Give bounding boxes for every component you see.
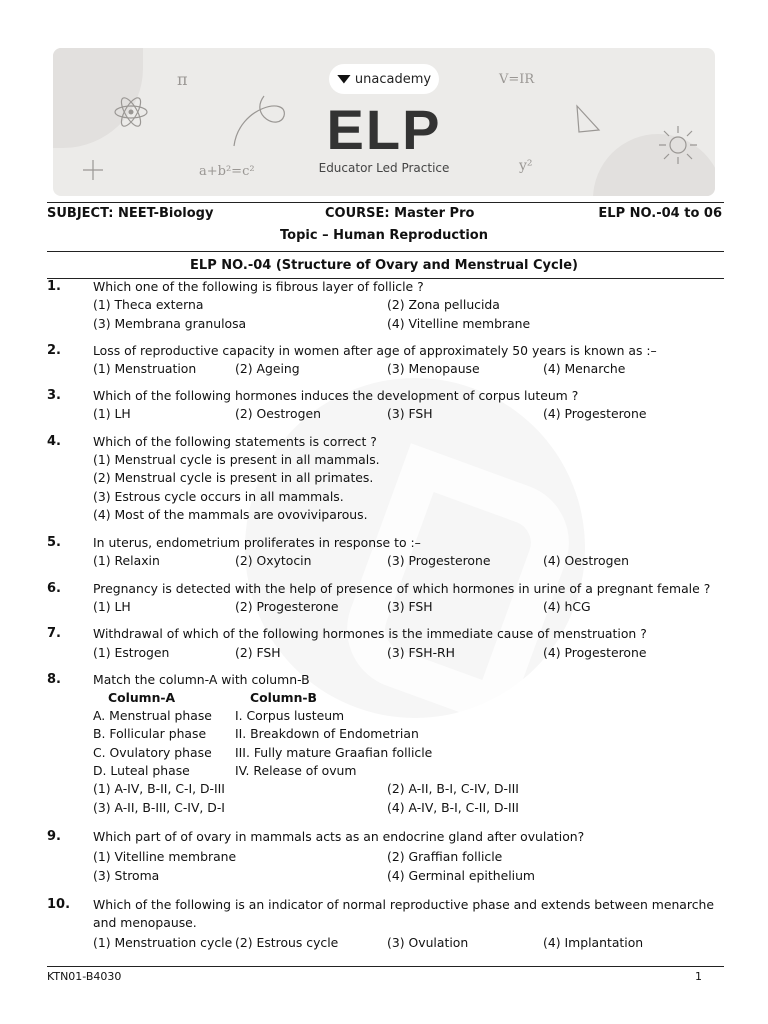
option: (3) A-II, B-III, C-IV, D-I xyxy=(93,800,225,815)
question-text: Which of the following is an indicator of normal reproductive phase and extends between menarche xyxy=(93,897,715,912)
question-text-continued: and menopause. xyxy=(93,915,197,930)
ohms-law-doodle: V=IR xyxy=(499,72,535,87)
column-a-item: D. Luteal phase xyxy=(93,763,190,778)
option: (1) Vitelline membrane xyxy=(93,849,237,864)
question-text: In uterus, endometrium proliferates in response to :– xyxy=(93,535,421,550)
question-number: 7. xyxy=(47,626,61,641)
question-text: Which of the following hormones induces the development of corpus luteum ? xyxy=(93,388,579,403)
option: (1) A-IV, B-II, C-I, D-III xyxy=(93,781,225,796)
column-a-item: B. Follicular phase xyxy=(93,726,207,741)
brand-name: unacademy xyxy=(354,71,432,87)
option: (1) Estrogen xyxy=(93,645,170,660)
column-b-item: IV. Release of ovum xyxy=(235,763,357,778)
brand-pill xyxy=(329,64,439,94)
question-number: 4. xyxy=(47,434,61,449)
question-text: Which part of of ovary in mammals acts as an endocrine gland after ovulation? xyxy=(93,829,585,844)
option: (3) FSH-RH xyxy=(387,645,455,660)
question-number: 9. xyxy=(47,829,61,844)
banner-subtitle: Educator Led Practice xyxy=(318,161,450,175)
divider xyxy=(47,251,724,252)
option: (3) Membrana granulosa xyxy=(93,316,247,331)
option: (4) A-IV, B-I, C-II, D-III xyxy=(387,800,519,815)
option: (3) FSH xyxy=(387,406,433,421)
option: (2) A-II, B-I, C-IV, D-III xyxy=(387,781,519,796)
option: (4) Implantation xyxy=(543,935,644,950)
section-title: ELP NO.-04 (Structure of Ovary and Menstrual Cycle) xyxy=(190,258,578,273)
document-code: KTN01-B4030 xyxy=(47,970,122,983)
column-b-item: III. Fully mature Graafian follicle xyxy=(235,745,433,760)
option: (4) Vitelline membrane xyxy=(387,316,531,331)
option: (1) LH xyxy=(93,599,131,614)
footer-divider xyxy=(47,966,724,967)
unacademy-logo-icon xyxy=(337,75,351,84)
option: (4) Most of the mammals are ovoviviparous. xyxy=(93,507,368,522)
option: (1) Relaxin xyxy=(93,553,160,568)
column-a-item: C. Ovulatory phase xyxy=(93,745,212,760)
question-text: Which of the following statements is correct ? xyxy=(93,434,377,449)
question-number: 8. xyxy=(47,672,61,687)
option: (1) Menstruation cycle xyxy=(93,935,233,950)
column-a-item: A. Menstrual phase xyxy=(93,708,212,723)
question-text: Pregnancy is detected with the help of presence of which hormones in urine of a pregnant female ? xyxy=(93,581,711,596)
elp-number-label: ELP NO.-04 to 06 xyxy=(598,206,722,221)
question-text: Loss of reproductive capacity in women after age of approximately 50 years is known as :– xyxy=(93,343,657,358)
option: (4) Oestrogen xyxy=(543,553,629,568)
question-number: 10. xyxy=(47,897,71,912)
question-number: 3. xyxy=(47,388,61,403)
option: (3) Ovulation xyxy=(387,935,469,950)
option: (2) Oxytocin xyxy=(235,553,312,568)
column-b-heading: Column-B xyxy=(250,690,317,705)
option: (2) Menstrual cycle is present in all primates. xyxy=(93,470,374,485)
option: (4) hCG xyxy=(543,599,591,614)
option: (3) Progesterone xyxy=(387,553,491,568)
topic-label: Topic – Human Reproduction xyxy=(280,228,488,243)
pythagoras-doodle: a+b²=c² xyxy=(199,164,255,179)
option: (2) Graffian follicle xyxy=(387,849,503,864)
option: (1) Menstruation xyxy=(93,361,197,376)
option: (2) FSH xyxy=(235,645,281,660)
page-number: 1 xyxy=(695,970,702,983)
option: (2) Progesterone xyxy=(235,599,339,614)
question-number: 5. xyxy=(47,535,61,550)
option: (1) LH xyxy=(93,406,131,421)
header-banner xyxy=(53,48,715,196)
column-a-heading: Column-A xyxy=(108,690,176,705)
option: (3) Estrous cycle occurs in all mammals. xyxy=(93,489,344,504)
question-text: Which one of the following is fibrous layer of follicle ? xyxy=(93,279,424,294)
column-b-item: II. Breakdown of Endometrian xyxy=(235,726,419,741)
course-label: COURSE: Master Pro xyxy=(325,206,475,221)
option: (3) Stroma xyxy=(93,868,160,883)
question-text: Match the column-A with column-B xyxy=(93,672,310,687)
option: (2) Estrous cycle xyxy=(235,935,339,950)
option: (4) Progesterone xyxy=(543,645,647,660)
option: (2) Oestrogen xyxy=(235,406,321,421)
divider xyxy=(47,202,724,203)
option: (3) FSH xyxy=(387,599,433,614)
option: (2) Zona pellucida xyxy=(387,297,500,312)
option: (4) Germinal epithelium xyxy=(387,868,536,883)
option: (1) Theca externa xyxy=(93,297,204,312)
question-text: Withdrawal of which of the following hormones is the immediate cause of menstruation ? xyxy=(93,626,647,641)
option: (4) Menarche xyxy=(543,361,626,376)
y-squared-doodle: y² xyxy=(519,158,533,174)
subject-label: SUBJECT: NEET-Biology xyxy=(47,206,214,221)
option: (1) Menstrual cycle is present in all mammals. xyxy=(93,452,380,467)
banner-title: ELP xyxy=(326,98,442,161)
option: (3) Menopause xyxy=(387,361,480,376)
question-number: 2. xyxy=(47,343,61,358)
question-number: 6. xyxy=(47,581,61,596)
column-b-item: I. Corpus lusteum xyxy=(235,708,345,723)
option: (4) Progesterone xyxy=(543,406,647,421)
option: (2) Ageing xyxy=(235,361,300,376)
question-number: 1. xyxy=(47,279,61,294)
pi-doodle: π xyxy=(177,70,188,89)
